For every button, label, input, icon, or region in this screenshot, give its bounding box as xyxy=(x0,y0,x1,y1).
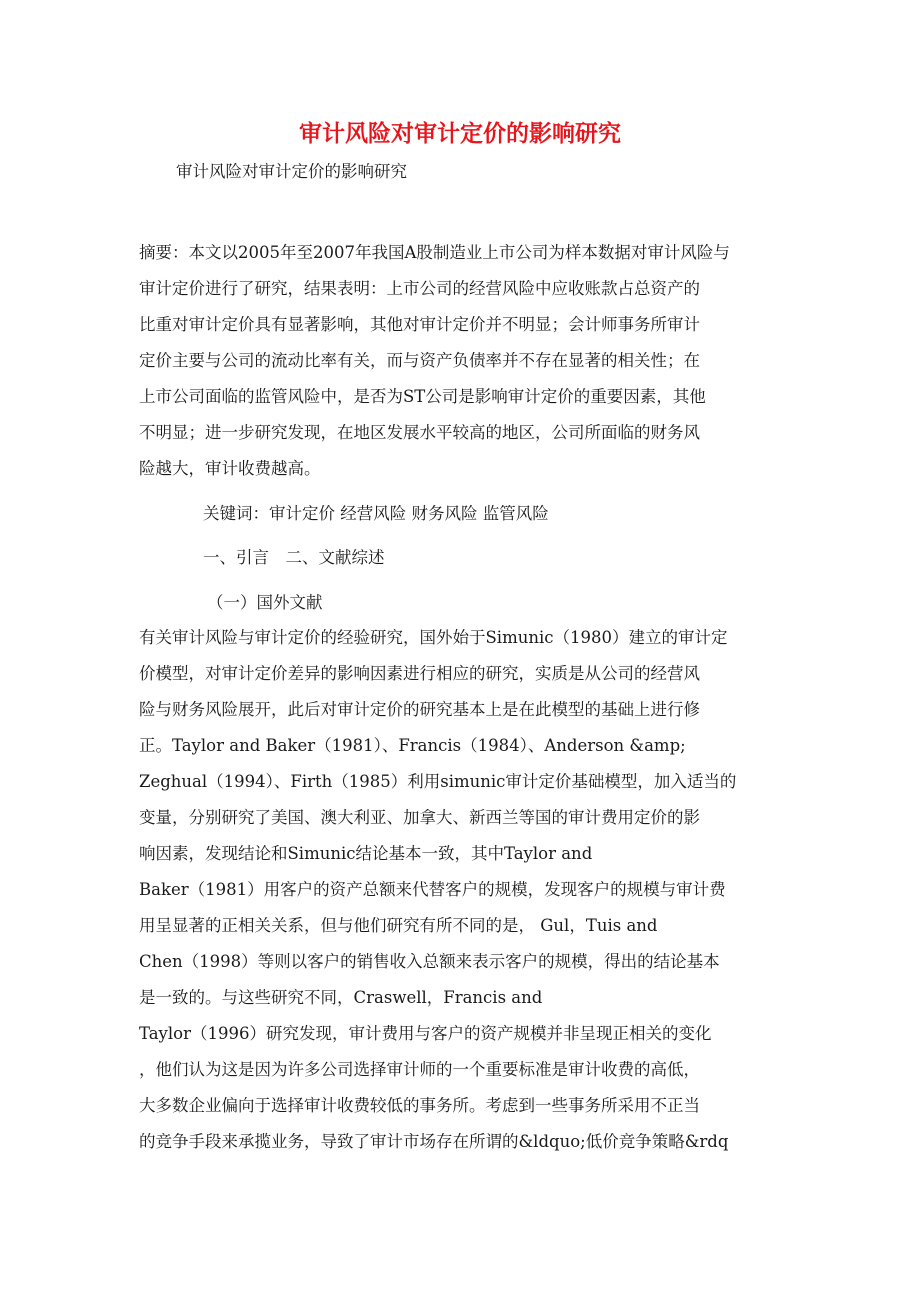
subsection-heading: （一）国外文献 xyxy=(207,593,323,612)
body-line: Chen（1998）等则以客户的销售收入总额来表示客户的规模，得出的结论基本 xyxy=(139,952,720,971)
body-line: 是一致的。与这些研究不同，Craswell，Francis and xyxy=(139,988,543,1007)
abstract-line: 摘要：本文以2005年至2007年我国A股制造业上市公司为样本数据对审计风险与 xyxy=(139,243,730,262)
section-heading: 一、引言 二、文献综述 xyxy=(203,548,385,567)
body-line: 价模型，对审计定价差异的影响因素进行相应的研究，实质是从公司的经营风 xyxy=(139,664,700,683)
body-line: 的竞争手段来承揽业务，导致了审计市场存在所谓的&ldquo;低价竞争策略&rdq xyxy=(139,1132,729,1151)
abstract-line: 审计定价进行了研究，结果表明：上市公司的经营风险中应收账款占总资产的 xyxy=(139,279,700,298)
body-line: 响因素，发现结论和Simunic结论基本一致，其中Taylor and xyxy=(139,844,593,863)
body-line: 变量，分别研究了美国、澳大利亚、加拿大、新西兰等国的审计费用定价的影 xyxy=(139,808,700,827)
body-line: 用呈显著的正相关关系，但与他们研究有所不同的是， Gul，Tuis and xyxy=(139,916,658,935)
body-line: 正。Taylor and Baker（1981）、Francis（1984）、Anderson &amp; xyxy=(139,736,686,755)
abstract-line: 险越大，审计收费越高。 xyxy=(139,459,321,478)
body-line: ，他们认为这是因为许多公司选择审计师的一个重要标准是审计收费的高低， xyxy=(139,1060,700,1079)
abstract-line: 比重对审计定价具有显著影响，其他对审计定价并不明显；会计师事务所审计 xyxy=(139,315,700,334)
body-line: 险与财务风险展开，此后对审计定价的研究基本上是在此模型的基础上进行修 xyxy=(139,700,700,719)
body-line: Zeghual（1994）、Firth（1985）利用simunic审计定价基础模型，加入适当的 xyxy=(139,772,737,791)
document-subtitle: 审计风险对审计定价的影响研究 xyxy=(176,162,407,181)
body-line: Baker（1981）用客户的资产总额来代替客户的规模，发现客户的规模与审计费 xyxy=(139,880,726,899)
abstract-line: 上市公司面临的监管风险中，是否为ST公司是影响审计定价的重要因素，其他 xyxy=(139,387,706,406)
document-title: 审计风险对审计定价的影响研究 xyxy=(299,121,621,147)
body-line: Taylor（1996）研究发现，审计费用与客户的资产规模并非呈现正相关的变化 xyxy=(139,1024,712,1043)
body-line: 大多数企业偏向于选择审计收费较低的事务所。考虑到一些事务所采用不正当 xyxy=(139,1096,700,1115)
body-line: 有关审计风险与审计定价的经验研究，国外始于Simunic（1980）建立的审计定 xyxy=(139,628,728,647)
abstract-line: 定价主要与公司的流动比率有关，而与资产负债率并不存在显著的相关性；在 xyxy=(139,351,700,370)
abstract-line: 不明显；进一步研究发现，在地区发展水平较高的地区，公司所面临的财务风 xyxy=(139,423,700,442)
keywords: 关键词：审计定价 经营风险 财务风险 监管风险 xyxy=(203,504,549,523)
